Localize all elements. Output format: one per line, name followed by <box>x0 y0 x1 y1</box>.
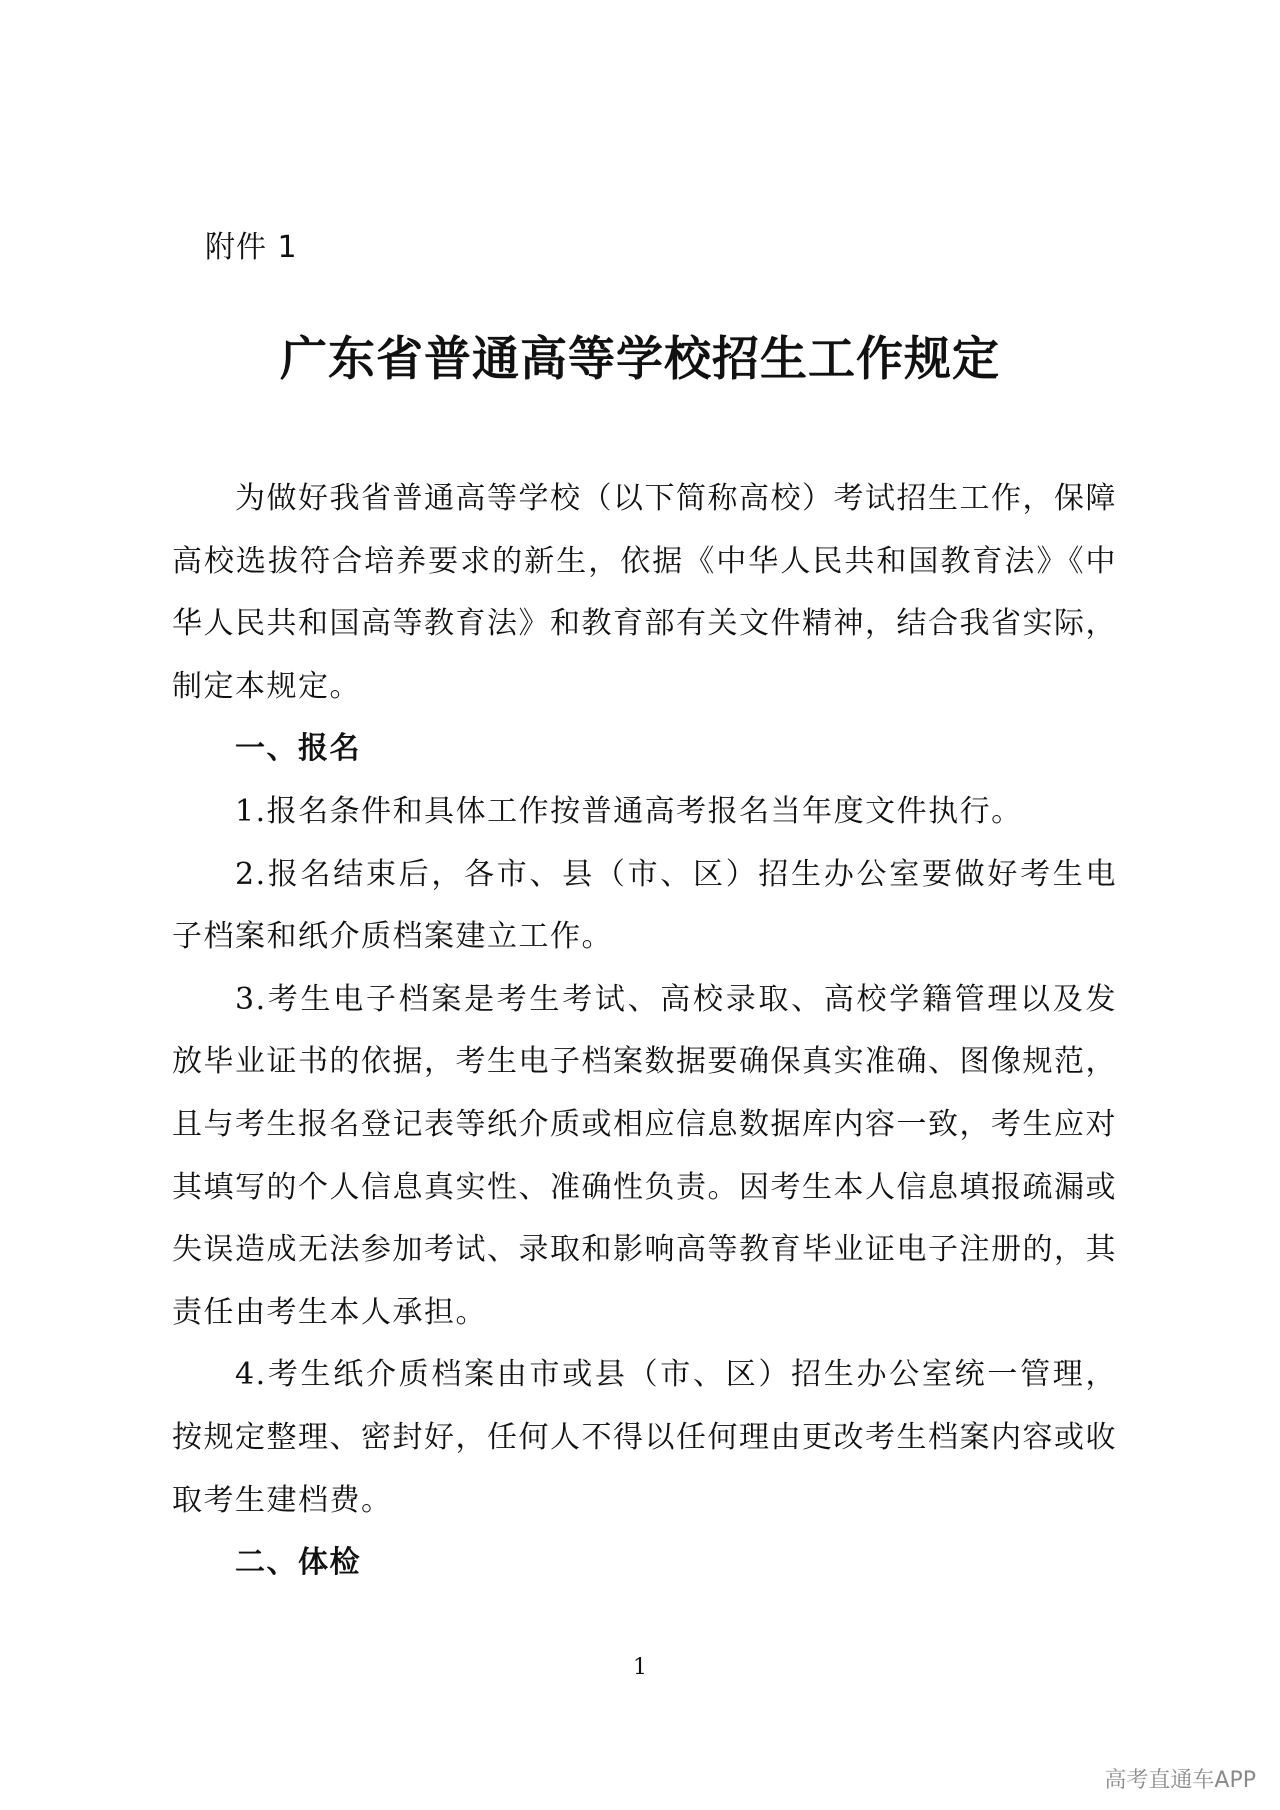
paragraph-item-1: 1.报名条件和具体工作按普通高考报名当年度文件执行。 <box>235 793 1023 829</box>
paragraph-item-4: 4.考生纸介质档案由市或县（市、区）招生办公室统一管理，按规定整理、密封好，任何人不得以任何理由更改考生档案内容或收取考生建档费。 <box>172 1357 1117 1518</box>
document-body <box>172 468 1117 1595</box>
attachment-label: 附件 1 <box>205 230 298 265</box>
document-title: 广东省普通高等学校招生工作规定 <box>280 332 1000 387</box>
page-number: 1 <box>633 1655 647 1680</box>
paragraph-item-2: 2.报名结束后，各市、县（市、区）招生办公室要做好考生电子档案和纸介质档案建立工作。 <box>172 856 1117 955</box>
paragraph-item-3: 3.考生电子档案是考生考试、高校录取、高校学籍管理以及发放毕业证书的依据，考生电子档案数据要确保真实准确、图像规范，且与考生报名登记表等纸介质或相应信息数据库内容一致，考生应对其填写的个人信息真实性、准确性负责。因考生本人信息填报疏漏或失误造成无法参加考试、录取和影响高等教育毕业证电子注册的，其责任由考生本人承担。 <box>172 981 1117 1330</box>
section-heading-registration: 一、报名 <box>235 731 361 767</box>
intro-paragraph: 为做好我省普通高等学校（以下简称高校）考试招生工作，保障高校选拔符合培养要求的新生，依据《中华人民共和国教育法》《中华人民共和国高等教育法》和教育部有关文件精神，结合我省实际，制定本规定。 <box>172 481 1117 704</box>
watermark: 高考直通车APP <box>1104 1768 1256 1793</box>
section-heading-physical-exam: 二、体检 <box>235 1545 361 1581</box>
